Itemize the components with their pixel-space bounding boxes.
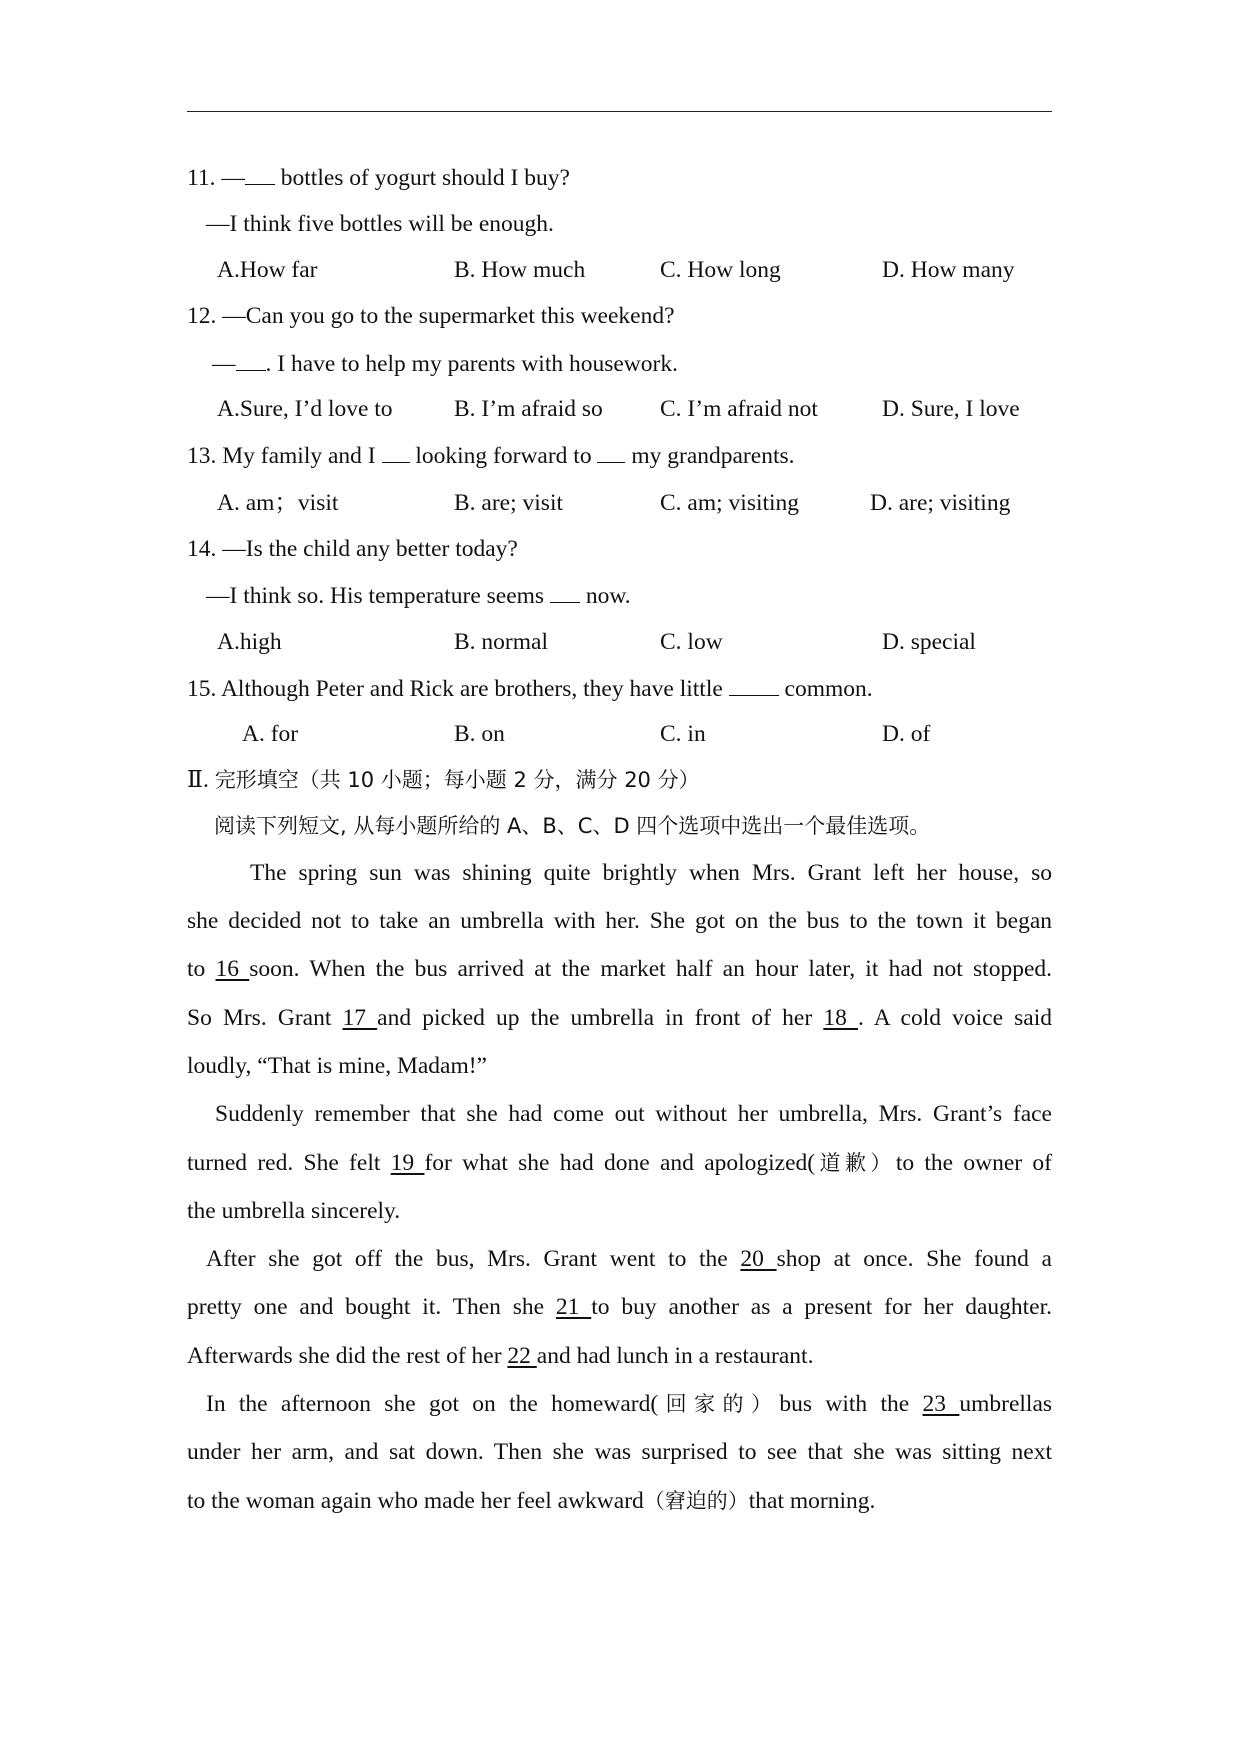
question-12-stem: 12. —Can you go to the supermarket this weekend? bbox=[187, 303, 675, 329]
blank-17: 17 bbox=[342, 1005, 378, 1031]
question-12-option-c: C. I’m afraid not bbox=[660, 396, 818, 422]
question-12-option-a: A.Sure, I’d love to bbox=[217, 396, 393, 422]
question-13-option-a: A. am；visit bbox=[217, 490, 339, 516]
question-13-stem: 13. My family and I looking forward to my grandparents. bbox=[187, 440, 795, 471]
question-15-option-b: B. on bbox=[454, 721, 505, 747]
question-14-option-d: D. special bbox=[882, 629, 976, 655]
question-11-option-c: C. How long bbox=[660, 257, 781, 283]
passage-line: the umbrella sincerely. bbox=[187, 1198, 401, 1224]
passage-line: So Mrs. Grant 17 and picked up the umbrella in front of her 18 . A cold voice said bbox=[187, 1005, 1053, 1031]
question-14-option-c: C. low bbox=[660, 629, 723, 655]
question-11-reply: —I think five bottles will be enough. bbox=[206, 211, 554, 237]
passage-line: to the woman again who made her feel awkward（窘迫的）that morning. bbox=[187, 1488, 876, 1514]
question-15-option-d: D. of bbox=[882, 721, 931, 747]
blank-20: 20 bbox=[740, 1246, 777, 1272]
passage-line: turned red. She felt 19 for what she had done and apologized(道歉）to the owner of bbox=[187, 1150, 1052, 1176]
blank-22: 22 bbox=[507, 1343, 537, 1369]
passage-line: The spring sun was shining quite brightly when Mrs. Grant left her house, so bbox=[250, 860, 1052, 886]
question-13-option-c: C. am; visiting bbox=[660, 490, 800, 516]
question-11-option-d: D. How many bbox=[882, 257, 1015, 283]
passage-line: loudly, “That is mine, Madam!” bbox=[187, 1053, 487, 1079]
question-14-reply: —I think so. His temperature seems now. bbox=[206, 580, 631, 611]
passage-line: After she got off the bus, Mrs. Grant went to the 20 shop at once. She found a bbox=[206, 1246, 1052, 1272]
question-12-reply: — . I have to help my parents with housework. bbox=[212, 348, 678, 379]
answer-blank bbox=[382, 440, 410, 463]
question-15-option-a: A. for bbox=[242, 721, 299, 747]
blank-19: 19 bbox=[390, 1150, 425, 1176]
passage-line: under her arm, and sat down. Then she was surprised to see that she was sitting next bbox=[187, 1439, 1052, 1465]
answer-blank bbox=[236, 348, 266, 371]
question-11-stem: 11. — bottles of yogurt should I buy? bbox=[187, 162, 570, 193]
question-13-option-d: D. are; visiting bbox=[870, 490, 1011, 516]
answer-blank bbox=[550, 580, 580, 603]
blank-23: 23 bbox=[922, 1391, 960, 1417]
passage-line: In the afternoon she got on the homeward(回家的）bus with the 23 umbrellas bbox=[206, 1391, 1053, 1417]
section-2-instruction: 阅读下列短文, 从每小题所给的 A、B、C、D 四个选项中选出一个最佳选项。 bbox=[214, 814, 931, 838]
question-14-option-b: B. normal bbox=[454, 629, 548, 655]
question-11-option-b: B. How much bbox=[454, 257, 586, 283]
header-rule bbox=[187, 111, 1052, 112]
question-14-option-a: A.high bbox=[217, 629, 282, 655]
passage-line: pretty one and bought it. Then she 21 to buy another as a present for her daughter. bbox=[187, 1294, 1053, 1320]
question-12-option-b: B. I’m afraid so bbox=[454, 396, 603, 422]
question-15-stem: 15. Although Peter and Rick are brothers, they have little common. bbox=[187, 673, 873, 704]
blank-21: 21 bbox=[555, 1294, 592, 1320]
passage-line: she decided not to take an umbrella with her. She got on the bus to the town it began bbox=[187, 908, 1052, 934]
question-14-stem: 14. —Is the child any better today? bbox=[187, 536, 518, 562]
answer-blank bbox=[597, 440, 625, 463]
section-2-heading: Ⅱ. 完形填空（共 10 小题；每小题 2 分，满分 20 分） bbox=[187, 767, 700, 793]
passage-line: Afterwards she did the rest of her 22 and had lunch in a restaurant. bbox=[187, 1343, 814, 1369]
question-13-option-b: B. are; visit bbox=[454, 490, 563, 516]
passage-line: to 16 soon. When the bus arrived at the market half an hour later, it had not stopped. bbox=[187, 956, 1052, 982]
passage-line: Suddenly remember that she had come out without her umbrella, Mrs. Grant’s face bbox=[215, 1101, 1052, 1127]
question-11-option-a: A.How far bbox=[217, 257, 318, 283]
answer-blank bbox=[729, 673, 779, 696]
question-12-option-d: D. Sure, I love bbox=[882, 396, 1020, 422]
blank-16: 16 bbox=[215, 956, 250, 982]
question-15-option-c: C. in bbox=[660, 721, 706, 747]
blank-18: 18 bbox=[823, 1005, 858, 1031]
answer-blank bbox=[245, 162, 275, 185]
